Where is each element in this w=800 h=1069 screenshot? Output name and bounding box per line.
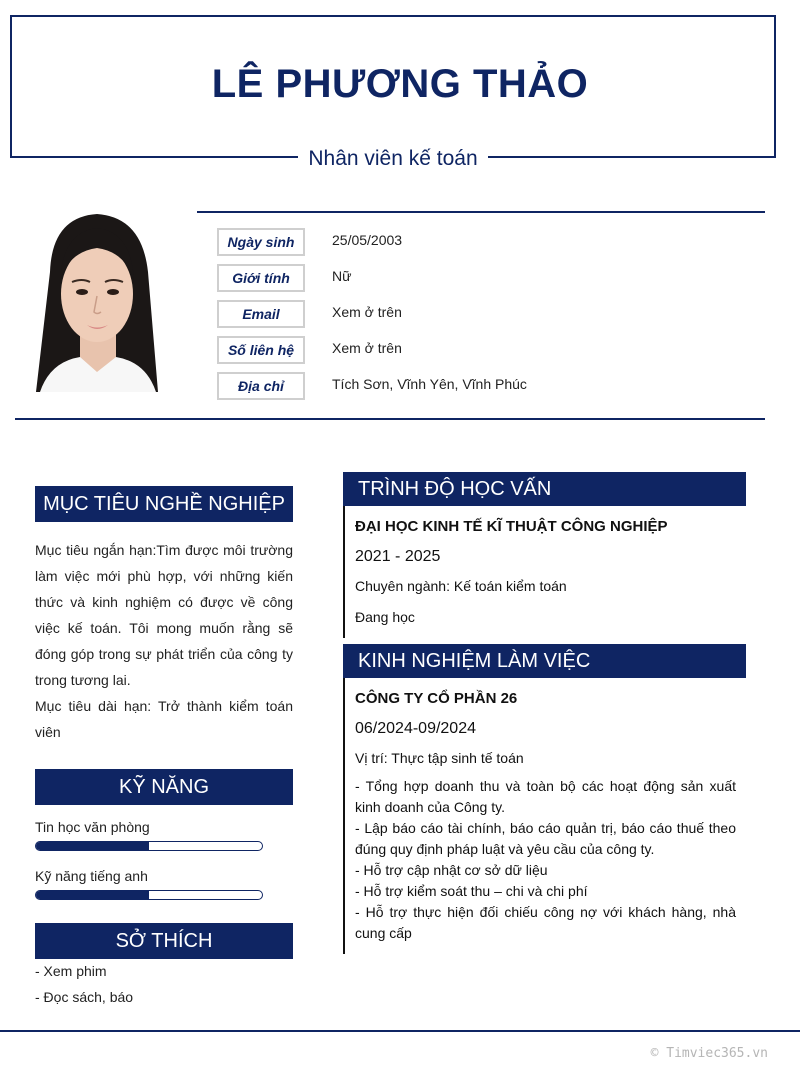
objective-long: Mục tiêu dài hạn: Trở thành kiểm toán viên <box>35 698 293 740</box>
info-top-rule <box>197 211 765 213</box>
hobbies-heading: SỞ THÍCH <box>35 923 293 959</box>
footer-rule <box>0 1030 800 1032</box>
hobby-item: - Xem phim <box>35 963 107 979</box>
skill-bar <box>35 890 263 900</box>
experience-duties <box>355 776 736 944</box>
experience-period: 06/2024-09/2024 <box>355 720 476 737</box>
info-label: Số liên hệ <box>217 336 305 364</box>
duty-item: - Lập báo cáo tài chính, báo cáo quản trị, báo cáo thuế theo đúng quy định pháp luật và yêu cầu của công ty. <box>355 820 736 857</box>
info-row-address <box>217 372 757 402</box>
skill-bar-fill <box>36 891 149 899</box>
info-label: Email <box>217 300 305 328</box>
education-timeline-rule <box>343 506 345 638</box>
duty-item: - Hỗ trợ thực hiện đối chiếu công nợ với khách hàng, nhà cung cấp <box>355 904 736 941</box>
info-value: Tích Sơn, Vĩnh Yên, Vĩnh Phúc <box>332 376 527 392</box>
duty-item: - Hỗ trợ cập nhật cơ sở dữ liệu <box>355 862 548 878</box>
info-value: Xem ở trên <box>332 340 402 356</box>
job-position: Nhân viên kế toán <box>298 147 487 171</box>
experience-timeline-rule <box>343 678 345 954</box>
hobby-item: - Đọc sách, báo <box>35 989 134 1005</box>
info-row-email <box>217 300 757 330</box>
footer-watermark: © Timviec365.vn <box>650 1046 768 1061</box>
objective-heading: MỤC TIÊU NGHỀ NGHIỆP <box>35 486 293 522</box>
portrait-illustration <box>30 212 165 392</box>
skill-label: Kỹ năng tiếng anh <box>35 868 148 884</box>
experience-role: Vị trí: Thực tập sinh tế toán <box>355 750 524 766</box>
skill-bar <box>35 841 263 851</box>
info-label: Giới tính <box>217 264 305 292</box>
info-bottom-rule <box>15 418 765 420</box>
duty-item: - Hỗ trợ kiểm soát thu – chi và chi phí <box>355 883 588 899</box>
profile-photo <box>30 212 165 392</box>
info-row-birthdate <box>217 228 757 258</box>
skill-bar-fill <box>36 842 149 850</box>
info-row-phone <box>217 336 757 366</box>
skill-label: Tin học văn phòng <box>35 819 150 835</box>
candidate-name: LÊ PHƯƠNG THẢO <box>211 62 589 106</box>
education-heading: TRÌNH ĐỘ HỌC VẤN <box>343 472 746 506</box>
info-value: Xem ở trên <box>332 304 402 320</box>
subtitle-wrap <box>10 144 776 174</box>
info-label: Ngày sinh <box>217 228 305 256</box>
education-school: ĐẠI HỌC KINH TẾ KĨ THUẬT CÔNG NGHIỆP <box>355 518 668 535</box>
info-row-gender <box>217 264 757 294</box>
education-status: Đang học <box>355 609 415 625</box>
experience-heading: KINH NGHIỆM LÀM VIỆC <box>343 644 746 678</box>
info-value: Nữ <box>332 268 352 284</box>
info-value: 25/05/2003 <box>332 232 403 248</box>
experience-company: CÔNG TY CỔ PHẦN 26 <box>355 690 518 707</box>
education-major: Chuyên ngành: Kế toán kiểm toán <box>355 578 567 594</box>
objective-short: Mục tiêu ngắn hạn:Tìm được môi trường làm việc mới phù hợp, với những kiến thức và kinh nghiệm có được về công việc kế toán. Tôi mong muốn rằng sẽ đóng góp trong sự phát triển của công ty trong tương lai. <box>35 542 293 688</box>
skills-heading: KỸ NĂNG <box>35 769 293 805</box>
education-period: 2021 - 2025 <box>355 548 441 565</box>
duty-item: - Tổng hợp doanh thu và toàn bộ các hoạt động sản xuất kinh doanh của Công ty. <box>355 778 736 815</box>
info-label: Địa chỉ <box>217 372 305 400</box>
